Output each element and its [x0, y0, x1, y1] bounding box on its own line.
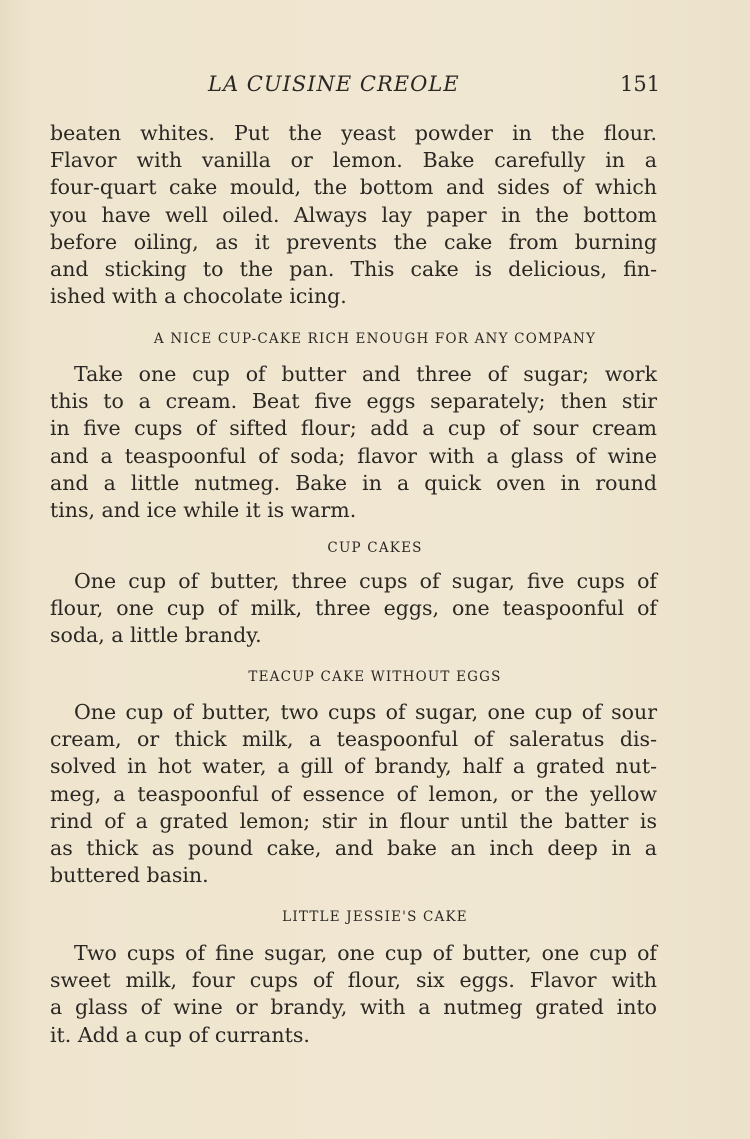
recipe-heading: LITTLE JESSIE'S CAKE [282, 909, 468, 925]
text-line: beaten whites. Put the yeast powder in the flour. [50, 121, 657, 145]
text-line: and a little nutmeg. Bake in a quick oven in round [50, 470, 657, 495]
text-line: in five cups of sifted flour; add a cup of sour cream [50, 416, 657, 441]
text-line: four-quart cake mould, the bottom and sides of which [50, 175, 657, 200]
text-line: Take one cup of butter and three of sugar; work [74, 362, 657, 386]
paragraph [50, 120, 657, 310]
text-line: buttered basin. [50, 863, 209, 888]
text-line: meg, a teaspoonful of essence of lemon, or the yellow [50, 781, 657, 806]
page-number: 151 [620, 72, 661, 96]
text-line: One cup of butter, two cups of sugar, one cup of sour [74, 700, 657, 724]
text-line: and sticking to the pan. This cake is delicious, fin- [50, 257, 657, 282]
text-line: a glass of wine or brandy, with a nutmeg grated into [50, 995, 657, 1020]
recipe-heading: A NICE CUP-CAKE RICH ENOUGH FOR ANY COMPANY [153, 331, 597, 347]
text-line: and a teaspoonful of soda; flavor with a glass of wine [50, 443, 657, 468]
text-line: Two cups of fine sugar, one cup of butter, one cup of [74, 941, 657, 965]
text-line: ished with a chocolate icing. [50, 284, 347, 309]
text-line: Flavor with vanilla or lemon. Bake carefully in a [50, 148, 657, 173]
paragraph [50, 361, 657, 524]
recipe-heading: TEACUP CAKE WITHOUT EGGS [248, 669, 502, 685]
paragraph [50, 568, 657, 650]
text-line: sweet milk, four cups of flour, six eggs. Flavor with [50, 968, 657, 993]
text-line: before oiling, as it prevents the cake from burning [50, 229, 657, 254]
text-line: it. Add a cup of currants. [50, 1022, 310, 1047]
text-line: you have well oiled. Always lay paper in the bottom [50, 202, 657, 227]
text-line: rind of a grated lemon; stir in flour until the batter is [50, 808, 657, 833]
running-header-title: LA CUISINE CREOLE [208, 72, 460, 96]
text-line: as thick as pound cake, and bake an inch deep in a [50, 836, 657, 861]
text-line: solved in hot water, a gill of brandy, half a grated nut- [50, 754, 657, 779]
text-line: this to a cream. Beat five eggs separately; then stir [50, 389, 657, 414]
recipe-heading: CUP CAKES [327, 540, 423, 556]
text-line: flour, one cup of milk, three eggs, one teaspoonful of [50, 596, 657, 621]
paragraph [50, 940, 657, 1049]
text-line: One cup of butter, three cups of sugar, five cups of [74, 569, 657, 593]
text-line: cream, or thick milk, a teaspoonful of saleratus dis- [50, 727, 657, 752]
paragraph [50, 699, 657, 889]
text-line: soda, a little brandy. [50, 623, 262, 648]
text-line: tins, and ice while it is warm. [50, 498, 357, 523]
